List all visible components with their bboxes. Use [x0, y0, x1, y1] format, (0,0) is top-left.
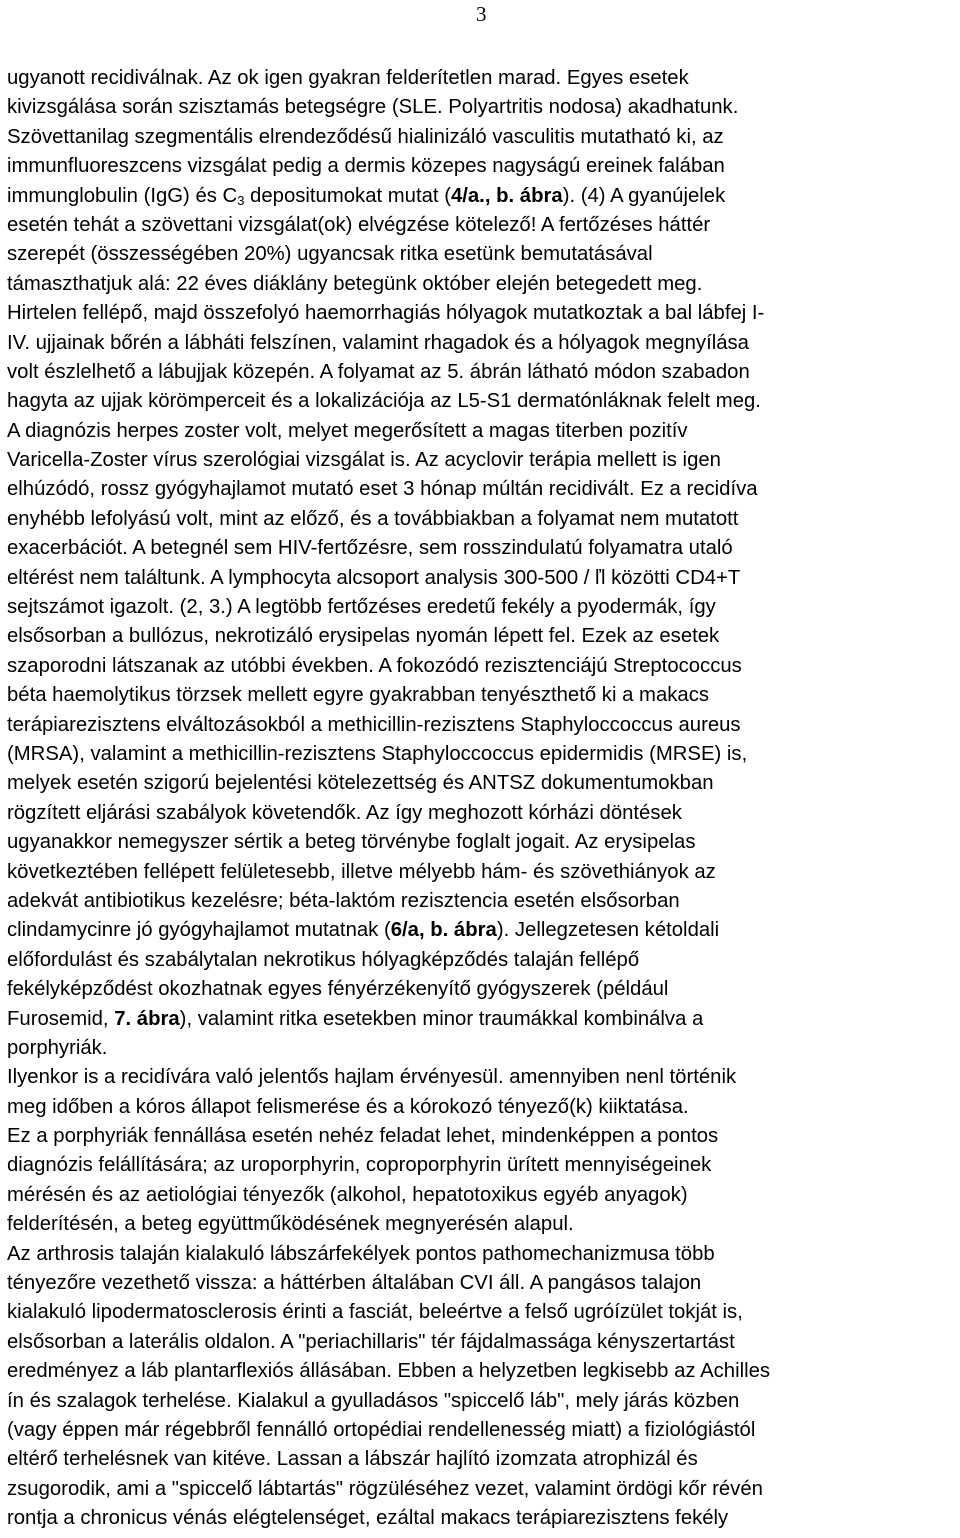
text-line: [7, 1269, 955, 1298]
text-line: [7, 828, 955, 857]
text-segment: melyek esetén szigorú bejelentési kötelezettség és ANTSZ dokumentumokban: [7, 772, 714, 795]
text-line: [7, 564, 955, 593]
text-line: [7, 1181, 955, 1210]
text-segment: mérésén és az aetiológiai tényezők (alkohol, hepatotoxikus egyéb anyagok): [7, 1183, 688, 1206]
text-line: [7, 1328, 955, 1357]
text-line: [7, 769, 955, 798]
text-line: [7, 887, 955, 916]
text-segment: hagyta az ujjak körömperceit és a lokalizációja az L5-S1 dermatónláknak felelt meg.: [7, 390, 761, 413]
text-segment: meg időben a kóros állapot felismerése és a kórokozó tényező(k) kiiktatása.: [7, 1095, 689, 1118]
text-line: [7, 1475, 955, 1504]
text-line: [7, 1063, 955, 1092]
text-line: [7, 182, 955, 211]
text-segment: szerepét (összességében 20%) ugyancsak ritka esetünk bemutatásával: [7, 243, 653, 266]
text-segment: terápiarezisztens elváltozásokból a methicillin-rezisztens Staphyloccoccus aureus: [7, 713, 741, 736]
text-segment: rontja a chronicus vénás elégtelenséget, ezáltal makacs terápiarezisztens fekély: [7, 1507, 729, 1530]
text-segment: esetén tehát a szövettani vizsgálat(ok) elvégzése kötelező! A fertőzéses háttér: [7, 213, 711, 236]
text-segment: sejtszámot igazolt. (2, 3.) A legtöbb fertőzéses eredetű fekély a pyodermák, így: [7, 596, 716, 619]
text-segment: elsősorban a laterális oldalon. A "periachillaris" tér fájdalmassága kényszertartást: [7, 1330, 735, 1353]
figure-reference: 4/a., b. ábra: [450, 184, 563, 207]
text-line: [7, 387, 955, 416]
text-line: [7, 1034, 955, 1063]
text-segment: zsugorodik, ami a "spiccelő lábtartás" rögzüléséhez vezet, valamint ördögi kőr révén: [7, 1477, 763, 1500]
text-segment: ). Jellegzetesen kétoldali: [496, 919, 720, 942]
text-segment: ). (4) A gyanújelek: [562, 184, 726, 207]
text-segment: elhúzódó, rossz gyógyhajlamot mutató eset 3 hónap múltán recidivált. Ez a recidíva: [7, 478, 758, 501]
text-segment: Varicella-Zoster vírus szerológiai vizsgálat is. Az acyclovir terápia mellett is igen: [7, 449, 721, 472]
text-line: [7, 1005, 955, 1034]
text-segment: rögzített eljárási szabályok követendők. Az így meghozott kórházi döntések: [7, 801, 682, 824]
text-segment: (vagy éppen már régebbről fennálló ortopédiai rendellenesség miatt) a fiziológiástól: [7, 1418, 756, 1441]
text-segment: exacerbációt. A betegnél sem HIV-fertőzésre, sem rosszindulatú folyamatra utaló: [7, 537, 733, 560]
text-line: [7, 152, 955, 181]
text-line: [7, 417, 955, 446]
text-line: [7, 123, 955, 152]
text-line: [7, 1357, 955, 1386]
text-line: [7, 299, 955, 328]
text-segment: diagnózis felállítására; az uroporphyrin, coproporphyrin ürített mennyiségeinek: [7, 1154, 712, 1177]
text-line: [7, 534, 955, 563]
text-line: [7, 622, 955, 651]
text-line: [7, 211, 955, 240]
text-line: [7, 93, 955, 122]
text-segment: Szövettanilag szegmentális elrendeződésű hialinizáló vasculitis mutatható ki, az: [7, 125, 724, 148]
text-segment: adekvát antibiotikus kezelésre; béta-laktóm rezisztencia esetén elsősorban: [7, 889, 680, 912]
text-line: [7, 711, 955, 740]
text-line: [7, 916, 955, 945]
text-segment: kivizsgálása során szisztamás betegségre (SLE. Polyartritis nodosa) akadhatunk.: [7, 96, 739, 119]
text-segment: tényezőre vezethető vissza: a háttérben általában CVI áll. A pangásos talajon: [7, 1272, 702, 1295]
text-line: [7, 740, 955, 769]
text-segment: enyhébb lefolyású volt, mint az előző, és a továbbiakban a folyamat nem mutatott: [7, 507, 739, 530]
text-line: [7, 1298, 955, 1327]
text-segment: (MRSA), valamint a methicillin-rezisztens Staphyloccoccus epidermidis (MRSE) is,: [7, 742, 748, 765]
body-text: [7, 64, 959, 1534]
text-segment: elsősorban a bullózus, nekrotizáló erysipelas nyomán lépett fel. Ezek az esetek: [7, 625, 720, 648]
text-segment: IV. ujjainak bőrén a lábháti felszínen, valamint rhagadok és a hólyagok megnyílása: [7, 331, 749, 354]
text-line: [7, 64, 955, 93]
text-line: [7, 1504, 955, 1533]
text-segment: kialakuló lipodermatosclerosis érinti a fasciát, beleértve a felső ugróízület tokját is,: [7, 1301, 743, 1324]
text-line: [7, 1445, 955, 1474]
text-segment: fekélyképződést okozhatnak egyes fényérzékenyítő gyógyszerek (például: [7, 978, 669, 1001]
text-segment: ín és szalagok terhelése. Kialakul a gyulladásos "spiccelő láb", mely járás közben: [7, 1389, 740, 1412]
text-line: [7, 358, 955, 387]
text-line: [7, 681, 955, 710]
text-segment: eltérést nem találtunk. A lymphocyta alcsoport analysis 300-500 / ľl közötti CD4+T: [7, 566, 741, 589]
text-line: [7, 1093, 955, 1122]
text-segment: béta haemolytikus törzsek mellett egyre gyakrabban tenyészthető ki a makacs: [7, 684, 710, 707]
text-segment: ugyanott recidiválnak. Az ok igen gyakran felderítetlen marad. Egyes esetek: [7, 67, 689, 89]
text-segment: depositumokat mutat (: [244, 184, 451, 207]
figure-reference: 6/a, b. ábra: [390, 919, 497, 942]
text-segment: volt észlelhető a lábujjak közepén. A folyamat az 5. ábrán látható módon szabadon: [7, 360, 750, 383]
text-segment: szaporodni látszanak az utóbbi években. A fokozódó rezisztenciájú Streptococcus: [7, 654, 742, 677]
text-segment: eltérő terhelésnek van kitéve. Lassan a lábszár hajlító izomzata atrophizál és: [7, 1448, 698, 1471]
text-segment: Hirtelen fellépő, majd összefolyó haemorrhagiás hólyagok mutatkoztak a bal lábfej I-: [7, 302, 765, 325]
text-line: [7, 799, 955, 828]
text-segment: Furosemid,: [7, 1007, 115, 1030]
text-segment: Ilyenkor is a recidívára való jelentős hajlam érvényesül. amennyiben nenl történik: [7, 1066, 737, 1089]
text-line: [7, 1210, 955, 1239]
text-line: [7, 1151, 955, 1180]
text-line: [7, 593, 955, 622]
text-segment: clindamycinre jó gyógyhajlamot mutatnak (: [7, 919, 391, 942]
text-line: [7, 652, 955, 681]
text-line: [7, 1416, 955, 1445]
text-line: [7, 1240, 955, 1269]
text-line: [7, 475, 955, 504]
text-segment: porphyriák.: [7, 1036, 108, 1059]
subscript-text: 3: [237, 192, 245, 208]
text-segment: Az arthrosis talaján kialakuló lábszárfekélyek pontos pathomechanizmusa több: [7, 1242, 715, 1265]
figure-reference: 7. ábra: [114, 1007, 180, 1030]
text-segment: eredményez a láb plantarflexiós állásában. Ebben a helyzetben legkisebb az Achilles: [7, 1360, 771, 1383]
text-line: [7, 1122, 955, 1151]
text-line: [7, 858, 955, 887]
text-segment: ugyanakkor nemegyszer sértik a beteg törvénybe foglalt jogait. Az erysipelas: [7, 831, 696, 854]
text-segment: immunfluoreszcens vizsgálat pedig a dermis közepes nagyságú ereinek falában: [7, 155, 725, 178]
text-segment: Ez a porphyriák fennállása esetén nehéz feladat lehet, mindenképpen a pontos: [7, 1125, 719, 1148]
text-segment: következtében fellépett felületesebb, illetve mélyebb hám- és szövethiányok az: [7, 860, 716, 883]
text-line: [7, 240, 955, 269]
text-line: [7, 1387, 955, 1416]
text-line: [7, 446, 955, 475]
page-number: 3: [476, 2, 487, 26]
text-segment: felderítésén, a beteg együttműködésének megnyerésén alapul.: [7, 1213, 574, 1236]
text-line: [7, 270, 955, 299]
text-line: [7, 946, 955, 975]
text-line: [7, 975, 955, 1004]
text-segment: előfordulást és szabálytalan nekrotikus hólyagképződés talaján fellépő: [7, 948, 640, 971]
text-line: [7, 505, 955, 534]
text-segment: immunglobulin (IgG) és C: [7, 184, 238, 207]
text-segment: A diagnózis herpes zoster volt, melyet megerősített a magas titerben pozitív: [7, 419, 688, 442]
text-line: [7, 329, 955, 358]
text-segment: támaszthatjuk alá: 22 éves diáklány betegünk október elején betegedett meg.: [7, 272, 703, 295]
text-segment: ), valamint ritka esetekben minor traumákkal kombinálva a: [179, 1007, 704, 1030]
